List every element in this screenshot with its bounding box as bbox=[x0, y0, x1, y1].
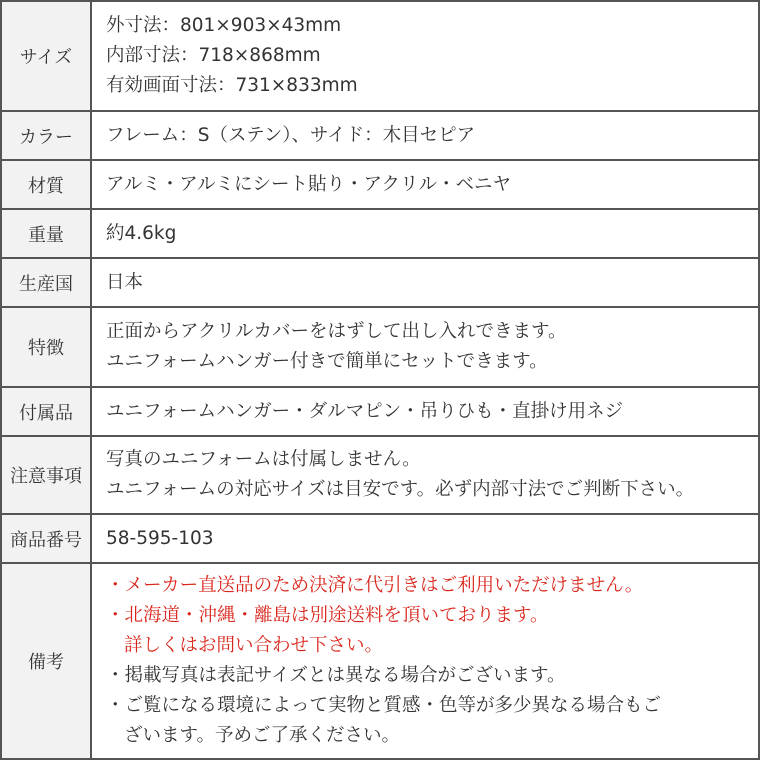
value-line: 有効画面寸法：731×833mm bbox=[106, 75, 358, 96]
value-line: ざいます。予めご了承ください。 bbox=[124, 725, 401, 746]
warning-line: 詳しくはお問い合わせ下さい。 bbox=[124, 635, 384, 656]
row-value bbox=[92, 308, 758, 386]
table-row-remarks bbox=[2, 564, 758, 758]
value-line: アルミ・アルミにシート貼り・アクリル・ベニヤ bbox=[106, 173, 511, 195]
row-value bbox=[92, 161, 758, 208]
row-label: 備考 bbox=[2, 564, 92, 758]
warning-line: ・北海道・沖縄・離島は別途送料を頂いております。 bbox=[106, 605, 549, 626]
value-line: ユニフォームの対応サイズは目安です。必ず内部寸法でご判断下さい。 bbox=[106, 479, 695, 500]
row-value bbox=[92, 388, 758, 435]
value-line: 58-595-103 bbox=[106, 527, 214, 549]
value-line: 約4.6kg bbox=[106, 222, 177, 244]
table-row-features bbox=[2, 308, 758, 388]
row-value bbox=[92, 210, 758, 257]
row-label: カラー bbox=[2, 112, 92, 159]
value-line: 内部寸法：718×868mm bbox=[106, 45, 321, 66]
value-line: 外寸法：801×903×43mm bbox=[106, 15, 342, 36]
row-value bbox=[92, 2, 758, 110]
table-row-accessories bbox=[2, 388, 758, 437]
row-label: 材質 bbox=[2, 161, 92, 208]
row-value bbox=[92, 259, 758, 306]
row-label: 特徴 bbox=[2, 308, 92, 386]
value-line: ・掲載写真は表記サイズとは異なる場合がございます。 bbox=[106, 665, 566, 686]
row-value bbox=[92, 564, 758, 758]
table-row-weight bbox=[2, 210, 758, 259]
table-row-size bbox=[2, 2, 758, 112]
table-row-notes bbox=[2, 437, 758, 515]
value-line: ユニフォームハンガー・ダルマピン・吊りひも・直掛け用ネジ bbox=[106, 400, 624, 422]
row-label: 付属品 bbox=[2, 388, 92, 435]
value-line: フレーム：S（ステン）、サイド：木目セピア bbox=[106, 124, 476, 146]
row-label: サイズ bbox=[2, 2, 92, 110]
value-line: ユニフォームハンガー付きで簡単にセットできます。 bbox=[106, 351, 548, 372]
table-row-product-number bbox=[2, 515, 758, 564]
table-row-material bbox=[2, 161, 758, 210]
table-row-origin bbox=[2, 259, 758, 308]
row-label: 注意事項 bbox=[2, 437, 92, 513]
row-value bbox=[92, 112, 758, 159]
warning-line: ・メーカー直送品のため決済に代引きはご利用いただけません。 bbox=[106, 575, 644, 596]
row-label: 重量 bbox=[2, 210, 92, 257]
value-line: ・ご覧になる環境によって実物と質感・色等が多少異なる場合もご bbox=[106, 695, 662, 716]
row-value bbox=[92, 515, 758, 562]
value-line: 日本 bbox=[106, 271, 144, 293]
row-label: 商品番号 bbox=[2, 515, 92, 562]
value-line: 写真のユニフォームは付属しません。 bbox=[106, 449, 421, 470]
row-label: 生産国 bbox=[2, 259, 92, 306]
table-row-color bbox=[2, 112, 758, 161]
value-line: 正面からアクリルカバーをはずして出し入れできます。 bbox=[106, 321, 567, 342]
row-value bbox=[92, 437, 758, 513]
